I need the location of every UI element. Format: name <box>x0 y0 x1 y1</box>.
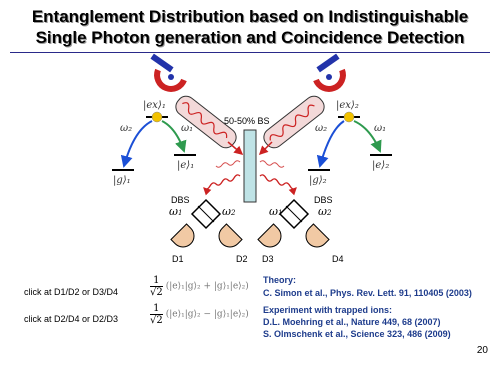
dbs-right-omega2: ω2 <box>318 205 332 218</box>
formula-symmetric: $\frac{1}{√2}$ (|e⟩₁|g⟩₂ + |g⟩₁|e⟩₂) <box>150 275 249 298</box>
right-omega1-label: ω₁ <box>374 123 387 134</box>
dbs-right-omega1: ω1 <box>269 205 283 218</box>
experiment-reference-1: D.L. Moehring et al., Nature 449, 68 (2007) <box>263 317 441 327</box>
ion-trap-icon <box>150 54 184 89</box>
theory-label: Theory: <box>263 275 297 285</box>
ion-trap-icon <box>316 54 343 89</box>
left-ex-label: |ex⟩₁ <box>143 100 166 111</box>
dbs-left-omega2: ω2 <box>222 205 236 218</box>
photon-detector-icon <box>301 224 329 252</box>
left-e-label: |e⟩₁ <box>177 160 195 171</box>
photon-detector-icon <box>171 224 199 252</box>
detector-d1-label: D1 <box>172 254 184 264</box>
case-2-text: click at D2/D4 or D2/D3 <box>24 314 119 324</box>
dbs-right-label: DBS <box>314 195 333 205</box>
dbs-left-omega1: ω1 <box>169 205 183 218</box>
experiment-label: Experiment with trapped ions: <box>263 305 393 315</box>
dichroic-beam-splitter-icon <box>192 200 220 228</box>
theory-reference: C. Simon et al., Phys. Rev. Lett. 91, 110405 (2003) <box>263 288 472 298</box>
page-number: 20 <box>476 345 488 356</box>
photon-detector-icon <box>214 224 242 252</box>
right-e-label: |e⟩₂ <box>372 160 390 171</box>
photon-detector-icon <box>258 224 286 252</box>
case-1-text: click at D1/D2 or D3/D4 <box>24 287 119 297</box>
right-ex-label: |ex⟩₂ <box>336 100 359 111</box>
experiment-reference-2: S. Olmschenk et al., Science 323, 486 (2009) <box>263 329 451 339</box>
left-g-label: |g⟩₁ <box>113 175 131 186</box>
dichroic-beam-splitter-icon <box>280 200 308 228</box>
right-g-label: |g⟩₂ <box>309 175 327 186</box>
dbs-left-label: DBS <box>171 195 190 205</box>
detector-d2-label: D2 <box>236 254 248 264</box>
left-omega1-label: ω₁ <box>181 123 194 134</box>
title-line-2: Single Photon generation and Coincidence Detection <box>35 28 465 47</box>
title-line-1: Entanglement Distribution based on Indistinguishable <box>31 7 469 26</box>
right-omega2-label: ω₂ <box>315 123 328 134</box>
left-omega2-label: ω₂ <box>120 123 133 134</box>
beam-splitter-icon <box>244 130 256 202</box>
bs-label: 50-50% BS <box>224 116 270 126</box>
detector-d4-label: D4 <box>332 254 344 264</box>
formula-antisymmetric: $\frac{1}{√2}$ (|e⟩₁|g⟩₂ − |g⟩₁|e⟩₂) <box>150 303 249 326</box>
detector-d3-label: D3 <box>262 254 274 264</box>
